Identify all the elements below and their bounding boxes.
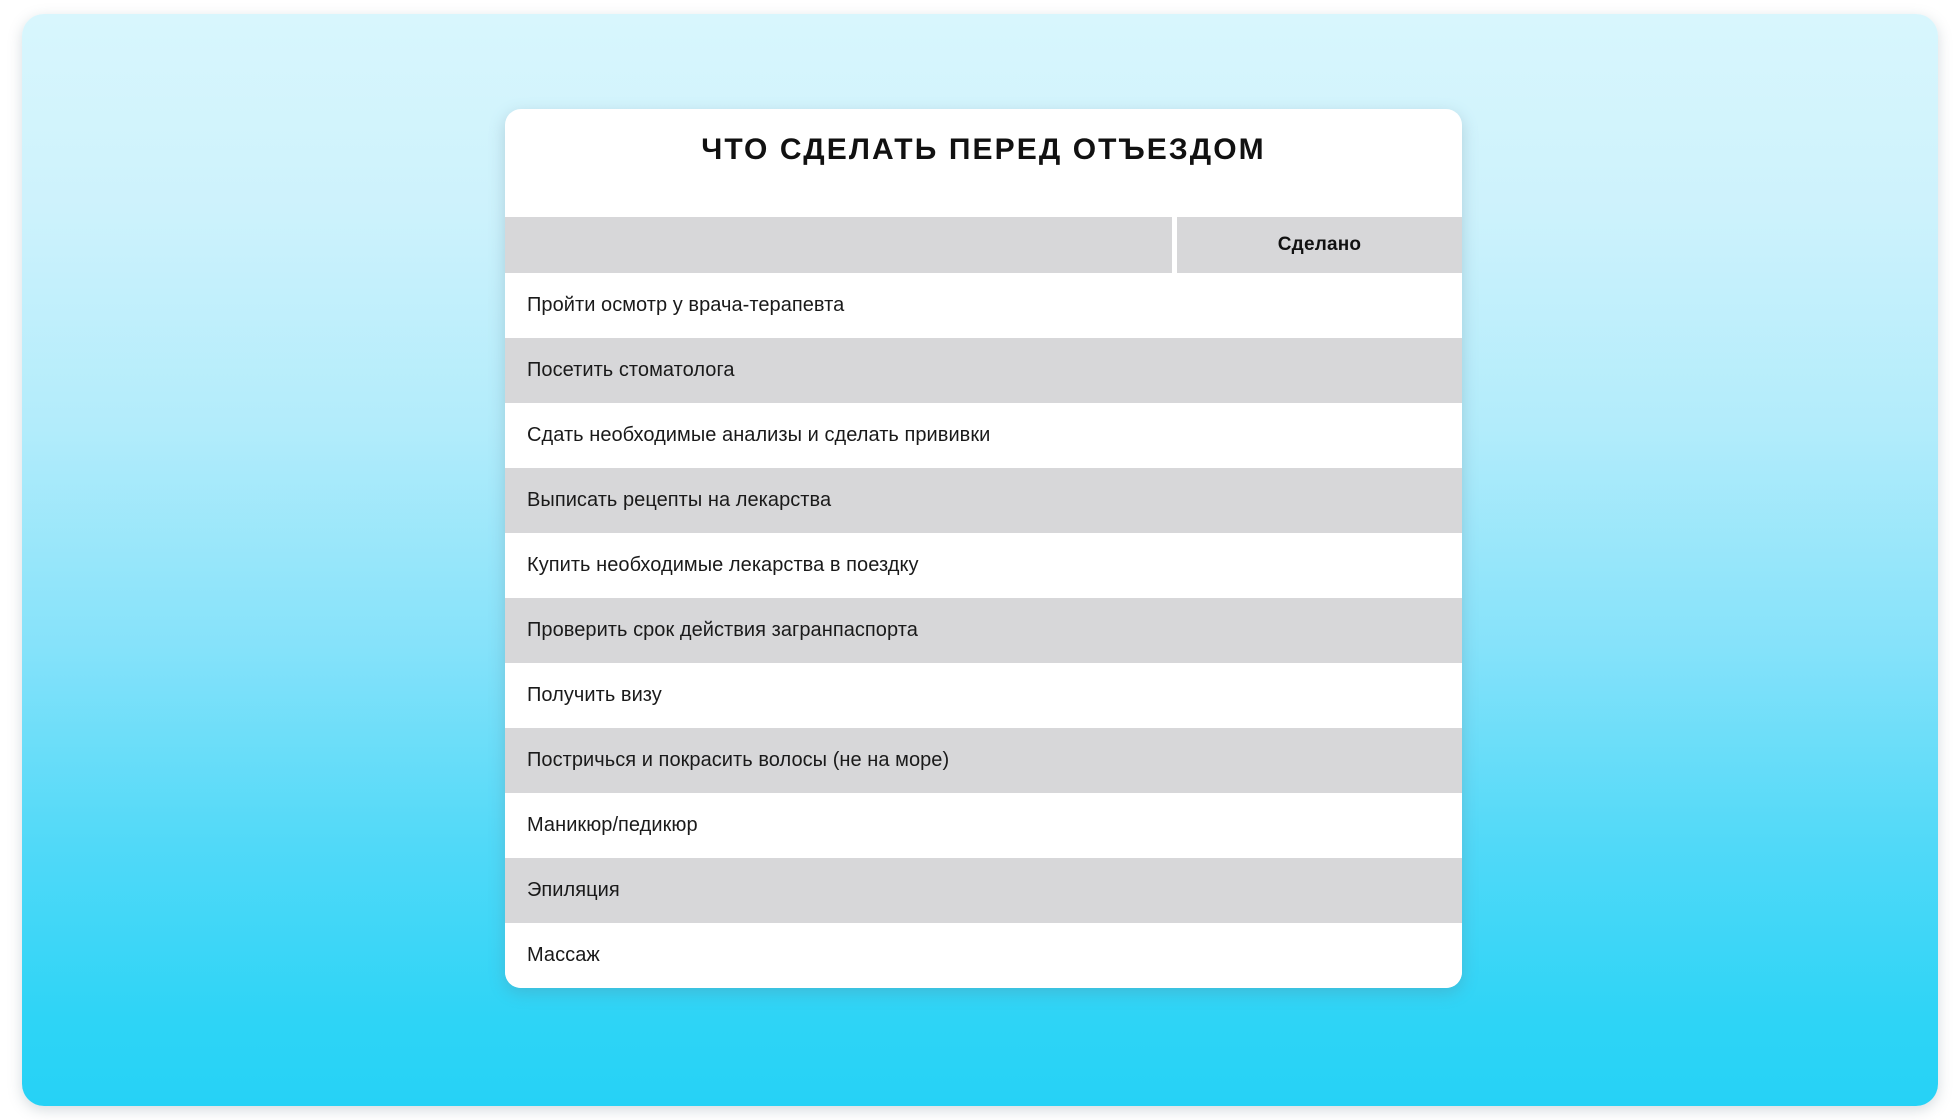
done-value xyxy=(1177,728,1462,793)
table-body xyxy=(505,273,1462,988)
page-title: ЧТО СДЕЛАТЬ ПЕРЕД ОТЪЕЗДОМ xyxy=(701,133,1266,166)
task-cell xyxy=(505,728,1172,793)
column-header-done-label: Сделано xyxy=(1277,233,1362,255)
task-label: Выписать рецепты на лекарства xyxy=(527,489,832,511)
done-value xyxy=(1177,598,1462,663)
table-row xyxy=(505,403,1462,468)
title-spacer xyxy=(505,169,1462,217)
task-label: Проверить срок действия загранпаспорта xyxy=(527,619,918,641)
done-value xyxy=(1177,273,1462,338)
table-row xyxy=(505,923,1462,988)
task-label: Маникюр/педикюр xyxy=(527,814,698,836)
done-checkbox-cell[interactable] xyxy=(1177,403,1462,468)
checklist-table xyxy=(505,217,1462,988)
task-cell xyxy=(505,273,1172,338)
task-cell xyxy=(505,403,1172,468)
table-row xyxy=(505,793,1462,858)
table-row xyxy=(505,728,1462,793)
done-checkbox-cell[interactable] xyxy=(1177,663,1462,728)
done-value xyxy=(1177,533,1462,598)
table-row xyxy=(505,273,1462,338)
task-label: Эпиляция xyxy=(527,879,620,901)
task-cell xyxy=(505,663,1172,728)
done-checkbox-cell[interactable] xyxy=(1177,468,1462,533)
done-checkbox-cell[interactable] xyxy=(1177,728,1462,793)
done-value xyxy=(1177,338,1462,403)
done-checkbox-cell[interactable] xyxy=(1177,858,1462,923)
task-label: Посетить стоматолога xyxy=(527,359,735,381)
table-row xyxy=(505,338,1462,403)
table-row xyxy=(505,858,1462,923)
done-value xyxy=(1177,923,1462,988)
table-row xyxy=(505,663,1462,728)
column-header-done xyxy=(1177,217,1462,273)
task-cell xyxy=(505,533,1172,598)
task-cell xyxy=(505,468,1172,533)
task-label: Пройти осмотр у врача-терапевта xyxy=(527,294,845,316)
task-label: Получить визу xyxy=(527,684,662,706)
done-checkbox-cell[interactable] xyxy=(1177,533,1462,598)
table-header-row xyxy=(505,217,1462,273)
done-value xyxy=(1177,403,1462,468)
task-label: Сдать необходимые анализы и сделать прививки xyxy=(527,424,991,446)
done-checkbox-cell[interactable] xyxy=(1177,273,1462,338)
table-header xyxy=(505,217,1462,273)
done-checkbox-cell[interactable] xyxy=(1177,598,1462,663)
table-row xyxy=(505,533,1462,598)
task-cell xyxy=(505,858,1172,923)
done-value xyxy=(1177,793,1462,858)
task-label: Постричься и покрасить волосы (не на море) xyxy=(527,749,950,771)
done-checkbox-cell[interactable] xyxy=(1177,338,1462,403)
table-row xyxy=(505,468,1462,533)
task-cell xyxy=(505,598,1172,663)
done-value xyxy=(1177,468,1462,533)
done-value xyxy=(1177,663,1462,728)
page-background xyxy=(22,14,1938,1106)
task-label: Массаж xyxy=(527,944,600,966)
task-cell xyxy=(505,338,1172,403)
done-checkbox-cell[interactable] xyxy=(1177,793,1462,858)
task-label: Купить необходимые лекарства в поездку xyxy=(527,554,919,576)
checklist-card xyxy=(505,109,1462,988)
column-header-task xyxy=(505,217,1172,273)
task-cell xyxy=(505,793,1172,858)
done-checkbox-cell[interactable] xyxy=(1177,923,1462,988)
done-value xyxy=(1177,858,1462,923)
table-row xyxy=(505,598,1462,663)
task-cell xyxy=(505,923,1172,988)
